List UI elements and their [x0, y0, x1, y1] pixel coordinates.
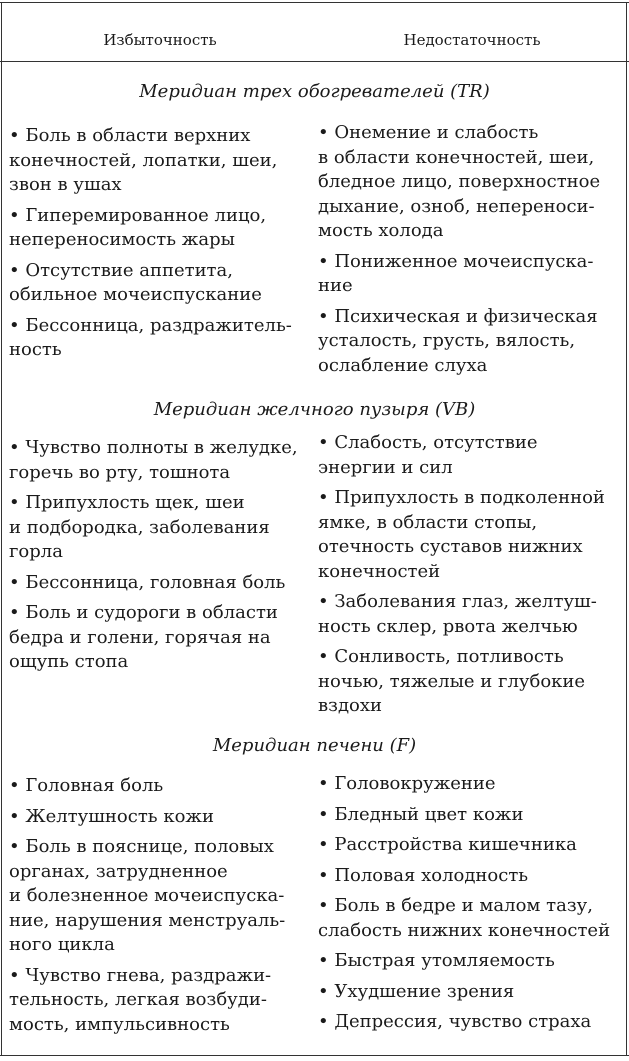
column-header-deficiency: Недостаточность: [403, 31, 541, 49]
section-title-f: Меридиан печени (F): [212, 735, 417, 756]
list-item: • Заболевания глаз, желтуш- ность склер, рвота желчью: [318, 591, 597, 637]
section-vb-excess: [9, 436, 305, 681]
list-item: • Боль в бедре и малом тазу, слабость нижних конечностей: [318, 895, 611, 941]
table-bottom-border: [0, 1055, 629, 1056]
list-item: • Боль в пояснице, половых органах, затрудненное и болезненное мочеиспуска- ние, нарушения менструаль- ного цикла: [9, 836, 286, 955]
list-item: • Пониженное мочеиспуска- ние: [318, 250, 594, 296]
list-item: • Расстройства кишечника: [318, 834, 577, 855]
section-tr-excess: [9, 124, 305, 369]
section-title-tr: Меридиан трех обогревателей (TR): [139, 81, 490, 102]
table-top-border: [0, 2, 629, 3]
header-divider: [0, 61, 629, 62]
list-item: • Ухудшение зрения: [318, 980, 515, 1002]
list-item: • Припухлость в подколенной ямке, в области стопы, отечность суставов нижних конечностей: [318, 487, 605, 582]
list-item: • Половая холодность: [318, 864, 529, 886]
section-f-deficiency: [318, 772, 618, 1041]
list-item: • Сонливость, потливость ночью, тяжелые и глубокие вздохи: [318, 646, 586, 716]
list-item: • Припухлость щек, шеи и подбородка, заболевания горла: [9, 492, 270, 562]
table-left-border: [1, 2, 2, 1055]
section-tr-deficiency: [318, 121, 618, 384]
list-item: • Головокружение: [318, 773, 496, 794]
section-f-excess: [9, 774, 305, 1043]
list-item: • Чувство гнева, раздражи- тельность, легкая возбуди- мость, импульсивность: [9, 964, 272, 1035]
list-item: • Желтушность кожи: [9, 805, 214, 827]
list-item: • Боль и судороги в области бедра и голени, горячая на ощупь стопа: [9, 602, 278, 672]
list-item: • Головная боль: [9, 775, 164, 796]
list-item: • Бессонница, раздражитель- ность: [9, 314, 292, 360]
section-vb-deficiency: [318, 431, 618, 725]
section-title-vb: Меридиан желчного пузыря (VB): [153, 399, 476, 420]
table-right-border: [626, 2, 627, 1055]
list-item: • Онемение и слабость в области конечностей, шеи, бледное лицо, поверхностное дыхание, озноб, неперенoси- мость холода: [318, 122, 601, 241]
list-item: • Гиперемированное лицо, непереносимость жары: [9, 204, 267, 250]
list-item: • Депрессия, чувство страха: [318, 1011, 592, 1032]
list-item: • Быстрая утомляемость: [318, 950, 555, 971]
list-item: • Слабость, отсутствие энергии и сил: [318, 432, 538, 478]
list-item: • Отсутствие аппетита, обильное мочеиспускание: [9, 259, 262, 305]
list-item: • Чувство полноты в желудке, горечь во рту, тошнота: [9, 437, 298, 483]
list-item: • Психическая и физическая усталость, грусть, вялость, ослабление слуха: [318, 305, 598, 376]
list-item: • Боль в области верхних конечностей, лопатки, шеи, звон в ушах: [9, 125, 278, 195]
column-header-excess: Избыточность: [103, 31, 217, 49]
list-item: • Бессонница, головная боль: [9, 571, 286, 593]
list-item: • Бледный цвет кожи: [318, 803, 524, 825]
